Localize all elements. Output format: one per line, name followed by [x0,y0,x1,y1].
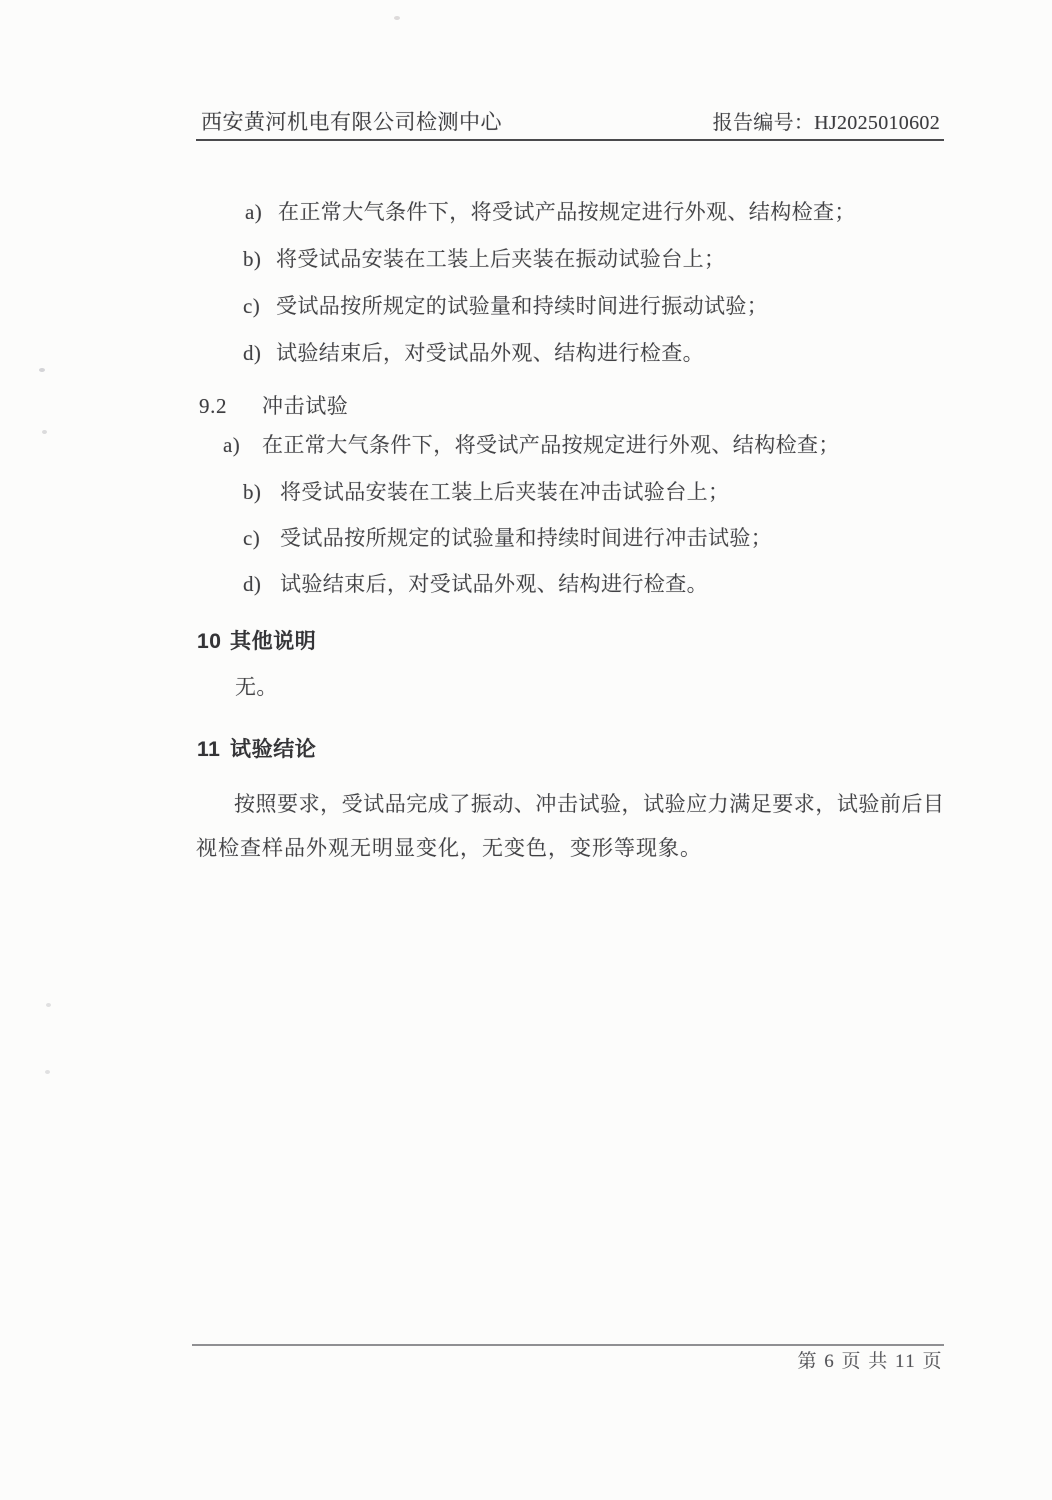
list-marker: a) [223,433,241,457]
scan-speck [394,16,400,20]
header-report-number: 报告编号：HJ2025010602 [712,112,940,134]
list-marker: c) [243,526,261,550]
list-text: 将受试品安装在工装上后夹装在冲击试验台上； [280,480,730,504]
vibration-step-c [243,293,768,319]
list-marker: a) [245,200,263,224]
footer-page-number: 第 6 页 共 11 页 [797,1351,943,1372]
list-text: 试验结束后，对受试品外观、结构进行检查。 [280,572,708,596]
section-title: 试验结论 [230,738,317,761]
shock-step-a [223,432,840,458]
section-heading-other-notes [197,629,316,655]
conclusion-paragraph-line-1: 按照要求，受试品完成了振动、冲击试验，试验应力满足要求，试验前后目 [234,792,944,816]
section-number: 11 [197,738,221,761]
subsection-heading-shock [199,393,348,419]
vibration-step-b [243,246,725,272]
other-notes-body: 无。 [235,675,278,699]
scan-speck [42,430,47,434]
vibration-step-d [243,340,704,366]
header-rule [196,139,944,141]
list-marker: d) [243,572,262,596]
list-text: 受试品按所规定的试验量和持续时间进行冲击试验； [280,526,773,550]
list-text: 将受试品安装在工装上后夹装在振动试验台上； [276,247,726,271]
list-text: 在正常大气条件下，将受试产品按规定进行外观、结构检查； [278,200,856,224]
shock-step-c [243,525,772,551]
scan-speck [39,368,45,372]
scan-speck [45,1070,50,1074]
subsection-title: 冲击试验 [262,394,349,418]
list-text: 试验结束后，对受试品外观、结构进行检查。 [276,341,704,365]
list-text: 在正常大气条件下，将受试产品按规定进行外观、结构检查； [262,433,840,457]
list-marker: b) [243,480,262,504]
shock-step-b [243,479,729,505]
vibration-step-a [245,199,856,225]
header-company-name: 西安黄河机电有限公司检测中心 [201,110,502,134]
footer-rule [192,1344,944,1346]
subsection-number: 9.2 [199,394,228,418]
list-marker: b) [243,247,262,271]
conclusion-paragraph-line-2: 视检查样品外观无明显变化，无变色，变形等现象。 [196,836,702,860]
list-marker: c) [243,294,261,318]
list-marker: d) [243,341,262,365]
section-title: 其他说明 [230,630,317,653]
section-number: 10 [197,630,222,653]
section-heading-conclusion [197,737,316,763]
list-text: 受试品按所规定的试验量和持续时间进行振动试验； [276,294,769,318]
scan-speck [46,1003,51,1007]
shock-step-d [243,571,708,597]
